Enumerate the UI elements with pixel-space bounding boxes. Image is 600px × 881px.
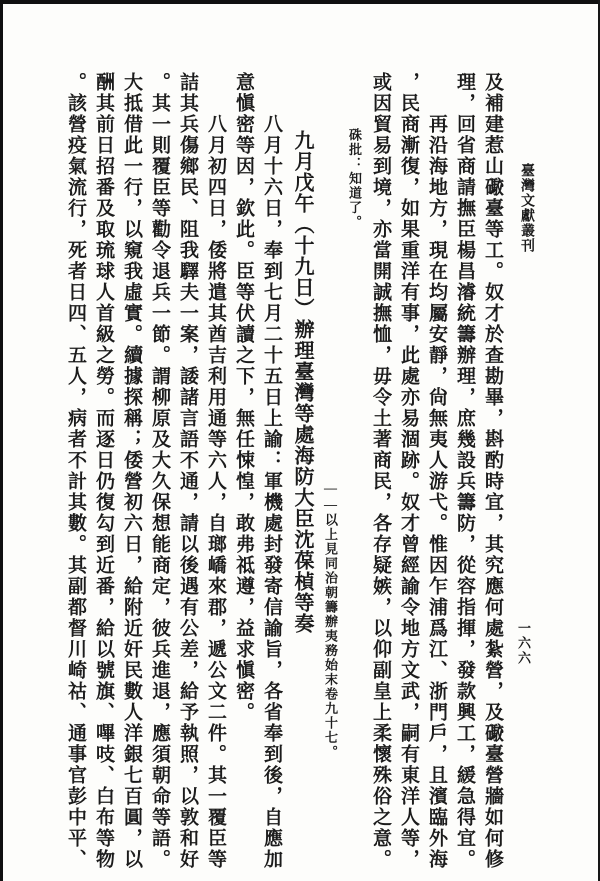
text-column: 意愼密等因，欽此。臣等伏讀之下，無任悚惶，敢弗祗遵，益求愼密。 (233, 72, 254, 723)
text-column: 及補建惹山礮臺等工。奴才於查勘畢，斟酌時宜，其究應何處紮營，及礮臺營牆如何修 (482, 72, 503, 870)
text-column: ，民商漸復，如果重洋有事，此處亦易涸跡。奴才曾經諭令地方文武，嗣有東洋人等， (398, 72, 419, 870)
text-column: 酬其前日招番及取琉球人首級之勞。而逐日仍復勾到近番，給以號旗、嗶吱、白布等物 (93, 72, 114, 870)
page-number: 一六六 (516, 621, 531, 666)
text-column: 或因貿易到境，亦當開誠撫恤，毋令土著商民，各存疑嫉，以仰副皇上柔懷殊俗之意。 (370, 72, 391, 870)
text-column: 理，回省商請撫臣楊昌濬統籌辦理，庶幾設兵籌防，從容指揮，發款興工，緩急得宜。 (454, 72, 475, 870)
journal-title: 臺灣文獻叢刊 (519, 163, 534, 253)
scan-edge-top (0, 0, 600, 4)
scan-edge-left (0, 0, 3, 881)
text-column: 大抵借此一行，以窺我虛實。續據探稱；倭營初六日，給附近奸民數人洋銀七百圓，以 (121, 72, 142, 870)
text-column: 詰其兵傷鄉民、阻我驛夫一案，諉諸言語不通，請以後遇有公差，給予執照，以敦和好 (177, 72, 198, 870)
text-column: 再沿海地方，現在均屬安靜，尙無夷人游弋。惟因乍浦爲江、浙門戶，且濱臨外海 (426, 114, 447, 870)
text-column: 八月十六日，奉到七月二十五日上諭：軍機處封發寄信諭旨，各省奉到後，自應加 (261, 114, 282, 870)
imperial-rescript-note: 硃批：知道了。 (347, 128, 362, 230)
text-column: 。其一則覆臣等勸令退兵一節。謂柳原及大久保想能商定，彼兵進退，應須朝命等語。 (149, 72, 170, 870)
text-column: 八月初四日，倭將遣其酋吉利用通等六人，自瑯嶠來郡，遞公文二件。其一覆臣等 (205, 114, 226, 870)
section-title: 九月戊午（十九日）辦理臺灣等處海防大臣沈葆楨等奏 (291, 130, 313, 634)
source-citation: ——以上見同治朝籌辦夷務始末卷九十七。 (323, 480, 338, 760)
memorial-text-block (61, 72, 506, 878)
text-column: 。該營疫氣流行，死者日四、五人，病者不計其數。其副都督川崎祜、通事官彭中平、 (65, 72, 86, 870)
